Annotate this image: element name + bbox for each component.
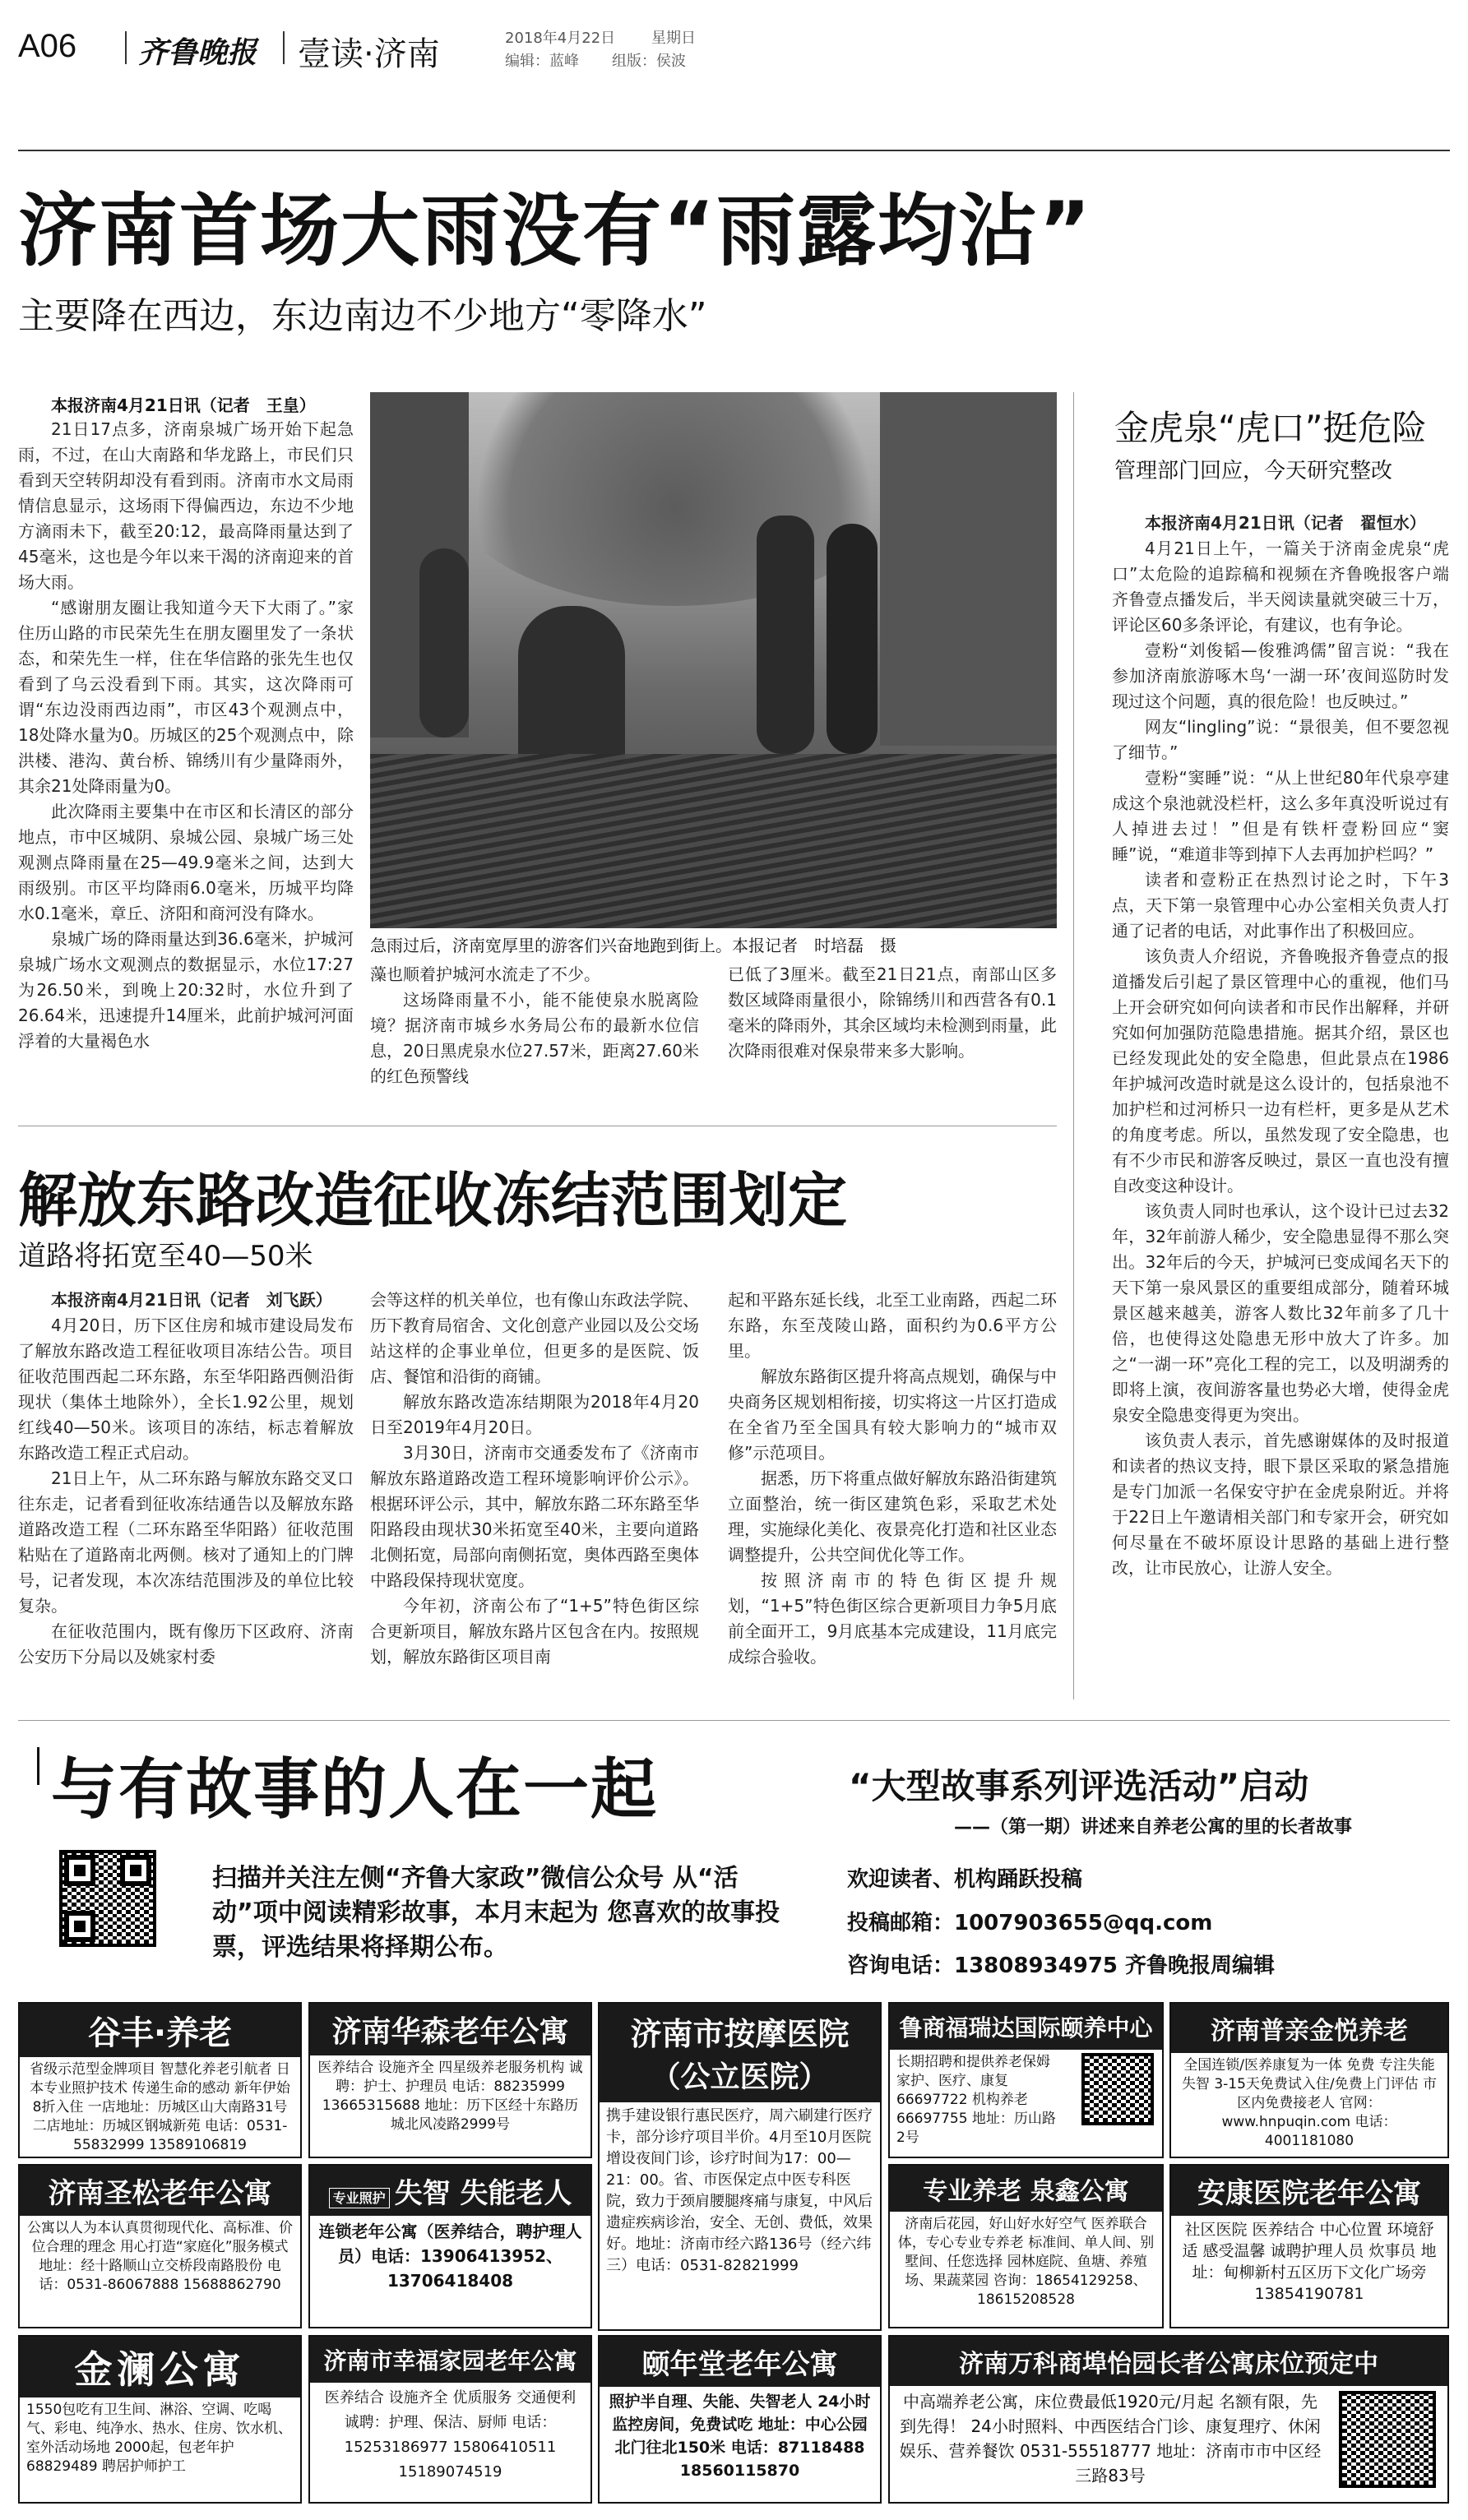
byline: 本报济南4月21日讯（记者 翟恒水） [1145,513,1426,533]
ad-ankang [1169,2164,1449,2328]
headline-main: 济南首场大雨没有“雨露均沾” [18,185,1093,277]
ad-shengsong [18,2164,302,2328]
divider [283,31,285,64]
ad-body: 长期招聘和提供养老保姆 家护、医疗、康复 66697722 机构养老 66697755 地址：历山路2号 [896,2054,1056,2146]
rail-divider [1073,392,1074,1699]
ad-title: 济南市幸福家园老年公寓 [310,2337,590,2383]
story2-body [1112,511,1449,1699]
promo-phone: 咨询电话：13808934975 齐鲁晚报周编辑 [847,1954,1276,1978]
subhead-tiger-spring: 管理部门回应，今天研究整改 [1114,459,1393,483]
promo-email[interactable]: 投稿邮箱：1007903655@qq.com [847,1911,1213,1935]
ad-puqin [1169,2002,1449,2158]
paragraph: 该负责人同时也承认，这个设计已过去32年，32年前游人稀少，安全隐患显得不那么突出。32年后的今天，护城河已变成闻名天下的天下第一泉风景区的重要组成部分，随着环城景区越来越美，游客人数比32年前多了几十倍，也使得这处隐患无形中放大了许多。加之“一湖一环”亮化工程的完工，以及明湖秀的即将上演，夜间游客量也势必大增，使得金虎泉安全隐患变得更为突出。 [1112,1201,1449,1425]
paragraph: 21日17点多，济南泉城广场开始下起急雨，不过，在山大南路和华龙路上，市民们只看到天空转阴却没有看到雨。济南市水文局雨情信息显示，这场雨下得偏西边，东边不少地方滴雨未下，截至20:12，最高降雨量达到了45毫米，这也是今年以来干渴的济南迎来的首场大雨。 [18,419,354,592]
ad-dementia-care [308,2164,592,2328]
paragraph: 在征收范围内，既有像历下区政府、济南公安历下分局以及姚家村委 [18,1621,354,1667]
ad-title: 谷丰·养老 [20,2004,300,2057]
paragraph: 起和平路东延长线，北至工业南路，西起二环东路，东至茂陵山路，面积约为0.6平方公里。 [728,1290,1057,1361]
ad-title: 专业养老 泉鑫公寓 [890,2166,1162,2212]
masthead [18,25,1449,74]
layout-credit: 组版：侯波 [612,53,686,70]
ad-qr-code[interactable] [1081,2053,1154,2125]
ad-title [310,2166,590,2216]
paragraph: 据悉，历下将重点做好解放东路沿街建筑立面整治，统一街区建筑色彩，采取艺术处理，实施绿化美化、夜景亮化打造和社区业态调整提升，公共空间优化等工作。 [728,1468,1057,1565]
ad-title: 济南华森老年公寓 [310,2004,590,2055]
ad-tag: 专业照护 [329,2188,390,2208]
ad-title: 鲁商福瑞达国际颐养中心 [890,2004,1162,2050]
rain-street-photo [370,392,1057,928]
paragraph: 这场降雨量不小，能不能使泉水脱离险境？据济南市城乡水务局公布的最新水位信息，20日黑虎泉水位27.57米，距离27.60米的红色预警线 [370,990,699,1086]
paragraph: 21日上午，从二环东路与解放东路交叉口往东走，记者看到征收冻结通告以及解放东路道路改造工程（二环东路至华阳路）征收范围粘贴在了道路南北两侧。核对了通知上的门牌号，记者发现，本次冻结范围涉及的单位比较复杂。 [18,1468,354,1616]
ad-body: 医养结合 设施齐全 优质服务 交通便利 诚聘：护理、保洁、厨师 电话：15253186977 15806410511 15189074519 [324,2389,577,2481]
story3-column-3 [728,1288,1057,1699]
subhead-main: 主要降在西边，东边南边不少地方“零降水” [18,295,707,337]
photo-caption: 急雨过后，济南宽厚里的游客们兴奋地跑到街上。本报记者 时培磊 摄 [370,936,896,955]
ad-title: 金澜公寓 [20,2337,300,2397]
qr-finder [64,1911,95,1942]
ad-body: 全国连锁/医养康复为一体 免费 专注失能失智 3-15天免费试入住/免费上门评估 市区内免费接老人 官网：www.hnpuqin.com 电话：4001181080 [1181,2057,1438,2149]
story1-column-3 [728,962,1057,1101]
editor-credit: 编辑：蓝峰 [505,53,579,70]
ad-title: 安康医院老年公寓 [1171,2166,1447,2216]
paragraph: 读者和壹粉正在热烈讨论之时，下午3点，天下第一泉管理中心办公室相关负责人打通了记者的电话，对此事作出了积极回应。 [1112,870,1449,941]
paragraph: 已低了3厘米。截至21日21点，南部山区多数区域降雨量很小，除锦绣川和西营各有0.1毫米的降雨外，其余区域均未检测到雨量，此次降雨很难对保泉带来多大影响。 [728,964,1057,1061]
stone-marker [518,606,625,762]
ad-title: 颐年堂老年公寓 [600,2337,880,2387]
pedestrian [757,516,814,754]
ad-qr-code[interactable] [1339,2391,1436,2488]
ad-body: 连锁老年公寓（医养结合，聘护理人员）电话：13906413952、13706418408 [318,2222,582,2291]
issue-weekday: 星期日 [651,30,696,47]
promo-scan-text: 扫描并关注左侧“齐鲁大家政”微信公众号 从“活动”项中阅读精彩故事，本月末起为 您喜欢的故事投票，评选结果将择期公布。 [212,1864,780,1962]
paragraph: 解放东路改造冻结期限为2018年4月20日至2019年4月20日。 [370,1392,699,1437]
ad-quanxin [888,2164,1164,2328]
ad-body: 携手建设银行惠民医疗，周六刷建行医疗卡，部分诊疗项目半价。4月至10月医院增设夜间门诊，诊疗时间为17：00—21：00。省、市医保定点中医专科医院，致力于颈肩腰腿疼痛与康复，中风后遗症疾病诊治，安全、无创、费低，效果好。地址：济南市经六路136号（经六纬三）电话：0531-82821999 [606,2107,873,2274]
ad-jinlan [18,2335,302,2504]
ad-massage-hospital [598,2002,882,2331]
promo-issue: ——（第一期）讲述来自养老公寓的里的长者故事 [954,1817,1353,1838]
headline-jiefang-road: 解放东路改造征收冻结范围划定 [18,1166,848,1235]
ad-yiniantang [598,2335,882,2504]
ad-body: 1550包吃有卫生间、淋浴、空调、吃喝气、彩电、纯净水、热水、住房、饮水机、室外活动场地 2000起，包老年护 68829489 聘居护师护工 [26,2402,292,2475]
paragraph: 4月20日，历下区住房和城市建设局发布了解放东路改造工程征收项目冻结公告。项目征收范围西起二环东路，东至华阳路西侧沿街现状（集体土地除外），全长1.92公里，规划红线40—50米。该项目的冻结，标志着解放东路改造工程正式启动。 [18,1315,354,1463]
paragraph: 该负责人表示，首先感谢媒体的及时报道和读者的热议支持，眼下景区采取的紧急措施是专门加派一名保安守护在金虎泉附近。并将于22日上午邀请相关部门和专家开会，研究如何尽量在不破坏原设计思路的基础上进行整改，让市民放心，让游人安全。 [1112,1431,1449,1578]
issue-date: 2018年4月22日 [505,30,616,47]
ad-body: 中高端养老公寓，床位费最低1920元/月起 名额有限，先到先得！ 24小时照料、中西医结合门诊、康复理疗、休闲娱乐、营养餐饮 0531-55518777 地址：济南市市中区经三路83号 [899,2392,1322,2485]
promo-accent-bar [37,1747,39,1785]
ad-huasen [308,2002,592,2158]
ad-title-text: 失智 失能老人 [394,2177,572,2210]
paragraph: 按照济南市的特色街区提升规划，“1+5”特色街区综合更新项目力争5月底前全面开工，9月底基本完成建设，11月底完成综合验收。 [728,1570,1057,1667]
header-rule [18,150,1450,151]
flooded-ground [370,754,1057,928]
divider [125,31,127,64]
paragraph: 藻也顺着护城河水流走了不少。 [370,964,600,984]
section-name: 壹读·济南 [298,35,440,73]
pedestrian [827,524,878,754]
paragraph: 解放东路街区提升将高点规划，确保与中央商务区规划相衔接，切实将这一片区打造成在全省乃至全国具有较大影响力的“城市双修”示范项目。 [728,1366,1057,1463]
ad-title: 济南市按摩医院 [600,2004,880,2054]
ad-subtitle: （公立医院） [600,2054,880,2102]
ad-body: 省级示范型金牌项目 智慧化养老引航者 日本专业照护技术 传递生命的感动 新年伊始8折入住 一店地址：历城区山大南路31号 二店地址：历城区钢城新苑 电话：0531-55832999 13589106819 [30,2061,290,2153]
qr-finder [64,1855,95,1886]
ad-title: 济南普亲金悦养老 [1171,2004,1447,2053]
story3-column-1 [18,1288,354,1699]
ad-body: 济南后花园，好山好水好空气 医养联合体，专心专业专养老 标准间、单人间、别墅间、任您选择 园林庭院、鱼塘、养殖场、果蔬菜园 咨询：18654129258、18615208528 [897,2216,1155,2308]
paragraph: 4月21日上午，一篇关于济南金虎泉“虎口”太危险的追踪稿和视频在齐鲁晚报客户端齐鲁壹点播发后，半天阅读量就突破三十万，评论区60多条评论，有建议，也有争论。 [1112,539,1449,635]
pedestrian [419,548,469,738]
page-number: A06 [18,28,77,64]
promo-qr-code[interactable] [59,1850,156,1947]
ad-xingfu [308,2335,592,2504]
lead-byline: 本报济南4月21日讯（记者 王皇） [51,395,316,415]
story3-column-2 [370,1288,699,1699]
ad-body: 社区医院 医养结合 中心位置 环境舒适 感受温馨 诚聘护理人员 炊事员 地址：甸柳新村五区历下文化广场旁 13854190781 [1182,2221,1437,2303]
paragraph: 此次降雨主要集中在市区和长清区的部分地点，市中区城阴、泉城公园、泉城广场三处观测点降雨量在25—49.9毫米之间，达到大雨级别。市区平均降雨6.0毫米，历城平均降水0.1毫米，章丘、济阳和商河没有降水。 [18,802,354,923]
paragraph: 泉城广场的降雨量达到36.6毫米，护城河泉城广场水文观测点的数据显示，水位17:27为26.50米，到晚上20:32时，水位升到了26.64米，迅速提升14厘米，此前护城河河面浮着的大量褐色水 [18,929,354,1051]
ad-body: 公寓以人为本认真贯彻现代化、高标准、价位合理的理念 用心打造“家庭化”服务模式 地址：经十路顺山立交桥段南路股份 电话：0531-86067888 15688862790 [27,2220,293,2293]
promo-event: “大型故事系列评选活动”启动 [849,1766,1309,1806]
ad-body: 医养结合 设施齐全 四星级养老服务机构 诚聘：护士、护理员 电话：88235999 13665315688 地址：历下区经十东路历城北风凌路2999号 [317,2060,583,2133]
building-right [880,392,1057,746]
qr-finder [120,1855,151,1886]
ad-gufeng [18,2002,302,2158]
paragraph: 该负责人介绍说，齐鲁晚报齐鲁壹点的报道播发后引起了景区管理中心的重视，他们马上开会研究如何向读者和市民作出解释，并研究如何加强防范隐患措施。据其介绍，景区也已经发现此处的安全隐患，但此景点在1986年护城河改造时就是这么设计的，包括泉池不加护栏和过河桥只一边有栏杆，更多是从艺术的角度考虑。所以，虽然发现了安全隐患，也有不少市民和游客反映过，景区一直也没有擅自改变这种设计。 [1112,946,1449,1195]
paragraph: “感谢朋友圈让我知道今天下大雨了。”家住历山路的市民荣先生在朋友圈里发了一条状态，和荣先生一样，住在华信路的张先生也仅看到了乌云没看到下雨。其实，这次降雨可谓“东边没雨西边雨”，市区43个观测点中，18处降水量为0。历城区的25个观测点中，除洪楼、港沟、黄台桥、锦绣川有少量降雨外，其余21处降雨量为0。 [18,598,354,796]
promo-title: 与有故事的人在一起 [51,1751,658,1828]
ad-fuida [888,2002,1164,2158]
paper-name: 齐鲁晚报 [138,35,257,70]
paragraph: 壹粉“窦睡”说：“从上世纪80年代泉亭建成这个泉池就没栏杆，这么多年真没听说过有人掉进去过！”但是有铁杆壹粉回应“窦睡”说，“难道非等到掉下人去再加护栏吗？” [1112,768,1449,864]
subhead-jiefang-road: 道路将拓宽至40—50米 [18,1240,313,1273]
paragraph: 壹粉“刘俊韬—俊雅鸿儒”留言说：“我在参加济南旅游啄木鸟‘一湖一环’夜间巡防时发现过这个问题，真的很危险！也反映过。” [1112,640,1449,711]
promo-welcome: 欢迎读者、机构踊跃投稿 [847,1867,1083,1892]
ad-title: 济南万科商埠怡园长者公寓床位预定中 [890,2337,1447,2386]
ad-title: 济南圣松老年公寓 [20,2166,300,2216]
paragraph: 3月30日，济南市交通委发布了《济南市解放东路道路改造工程环境影响评价公示》。根据环评公示，其中，解放东路二环东路至华阳路段由现状30米拓宽至40米，主要向道路北侧拓宽，局部向南侧拓宽，奥体西路至奥体中路段保持现状宽度。 [370,1443,699,1590]
story1-column-2 [370,962,699,1101]
headline-tiger-spring: 金虎泉“虎口”挺危险 [1114,408,1427,448]
byline: 本报济南4月21日讯（记者 刘飞跃） [51,1290,332,1310]
ad-body: 照护半自理、失能、失智老人 24小时监控房间，免费试吃 地址：中心公园北门往北150米 电话：87118488 18560115870 [609,2393,871,2480]
ad-vanke [888,2335,1449,2504]
paragraph: 网友“lingling”说：“景很美，但不要忽视了细节。” [1112,717,1449,762]
story1-column-1 [18,417,354,1101]
paragraph: 今年初，济南公布了“1+5”特色街区综合更新项目，解放东路片区包含在内。按照规划，解放东路街区项目南 [370,1596,699,1667]
paragraph: 会等这样的机关单位，也有像山东政法学院、历下教育局宿舍、文化创意产业园以及公交场站这样的企事业单位，但更多的是医院、饭店、餐馆和沿街的商铺。 [370,1290,699,1386]
promo-rule [18,1720,1450,1721]
